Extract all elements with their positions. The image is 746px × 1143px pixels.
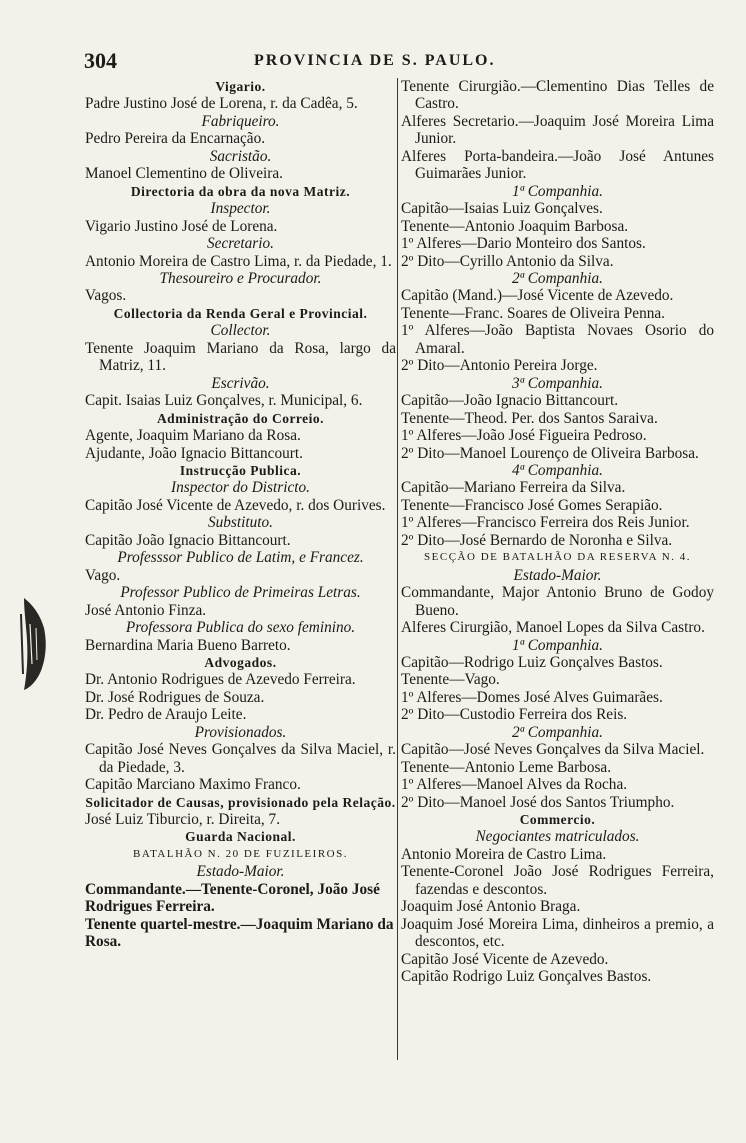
directory-entry-2-dito-jose-bernardo-de-noronha-e-silva: 2º Dito—José Bernardo de Noronha e Silva. bbox=[401, 531, 673, 549]
subheading-secretario: Secretario. bbox=[207, 235, 274, 253]
directory-entry-agente-joaquim-mariano-da-rosa: Agente, Joaquim Mariano da Rosa. bbox=[85, 427, 301, 445]
subheading-2-companhia: 2ª Companhia. bbox=[512, 269, 603, 287]
section-heading-commercio: Commercio. bbox=[519, 812, 596, 828]
directory-entry-1-alferes-manoel-alves-da-rocha: 1º Alferes—Manoel Alves da Rocha. bbox=[401, 776, 628, 794]
page-header bbox=[84, 48, 716, 74]
directory-entry-joaquim-jose-moreira-lima-dinheiros-a-pr: Joaquim José Moreira Lima, dinheiros a premio, a descontos, etc. bbox=[401, 915, 714, 951]
directory-entry-antonio-moreira-de-castro-lima: Antonio Moreira de Castro Lima. bbox=[401, 845, 607, 863]
directory-entry-1-alferes-domes-jose-alves-guimaraes: 1º Alferes—Domes José Alves Guimarães. bbox=[401, 688, 663, 706]
directory-entry-tenente-antonio-leme-barbosa: Tenente—Antonio Leme Barbosa. bbox=[401, 758, 612, 776]
directory-entry-dr-antonio-rodrigues-de-azevedo-ferreira: Dr. Antonio Rodrigues de Azevedo Ferreira. bbox=[85, 671, 356, 689]
directory-entry-capitao-jose-neves-goncalves-da-silva-ma: Capitão—José Neves Gonçalves da Silva Maciel. bbox=[401, 741, 705, 759]
directory-entry-padre-justino-jose-de-lorena-r-da-cadea-: Padre Justino José de Lorena, r. da Cadêa, 5. bbox=[85, 95, 358, 113]
section-heading-administracao-do-correio: Administração do Correio. bbox=[156, 410, 325, 426]
directory-entry-jose-antonio-finza: José Antonio Finza. bbox=[85, 601, 207, 619]
section-heading-instruccao-publica: Instrucção Publica. bbox=[179, 462, 302, 478]
subheading-1-companhia: 1ª Companhia. bbox=[512, 636, 603, 654]
directory-entry-alferes-porta-bandeira-joao-jose-antunes: Alferes Porta-bandeira.—João José Antunes Guimarães Junior. bbox=[401, 147, 714, 183]
directory-entry-tenente-franc-soares-de-oliveira-penna: Tenente—Franc. Soares de Oliveira Penna. bbox=[401, 304, 665, 322]
section-heading-advogados: Advogados. bbox=[204, 654, 277, 670]
subheading-4-companhia: 4ª Companhia. bbox=[512, 461, 603, 479]
directory-entry-2-dito-cyrillo-antonio-da-silva: 2º Dito—Cyrillo Antonio da Silva. bbox=[401, 252, 614, 270]
subheading-inspector: Inspector. bbox=[210, 200, 271, 218]
subheading-professor-publico-de-primeiras-letras: Professor Publico de Primeiras Letras. bbox=[120, 584, 361, 602]
directory-entry-capitao-rodrigo-luiz-goncalves-bastos: Capitão—Rodrigo Luiz Gonçalves Bastos. bbox=[401, 653, 663, 671]
directory-entry-capitao-joao-ignacio-bittancourt: Capitão—João Ignacio Bittancourt. bbox=[401, 392, 619, 410]
directory-entry-capitao-marciano-maximo-franco: Capitão Marciano Maximo Franco. bbox=[85, 776, 301, 794]
section-heading-directoria-da-obra-da-nova-matriz: Directoria da obra da nova Matriz. bbox=[130, 183, 351, 199]
directory-entry-capitao-rodrigo-luiz-goncalves-bastos: Capitão Rodrigo Luiz Gonçalves Bastos. bbox=[401, 968, 652, 986]
directory-entry-ajudante-joao-ignacio-bittancourt: Ajudante, João Ignacio Bittancourt. bbox=[85, 444, 303, 462]
ink-blot bbox=[18, 594, 48, 694]
directory-entry-2-dito-manoel-lourenco-de-oliveira-barbo: 2º Dito—Manoel Lourenço de Oliveira Barbosa. bbox=[401, 444, 699, 462]
subheading-estado-maior: Estado-Maior. bbox=[196, 863, 285, 881]
subheading-negociantes-matriculados: Negociantes matriculados. bbox=[475, 828, 640, 846]
directory-entry-bernardina-maria-bueno-barreto: Bernardina Maria Bueno Barreto. bbox=[85, 636, 291, 654]
directory-entry-vigario-justino-jose-de-lorena: Vigario Justino José de Lorena. bbox=[85, 217, 278, 235]
subheading-estado-maior: Estado-Maior. bbox=[513, 566, 602, 584]
directory-entry-capitao-mariano-ferreira-da-silva: Capitão—Mariano Ferreira da Silva. bbox=[401, 479, 626, 497]
right-column bbox=[401, 78, 714, 986]
section-heading-collectoria-da-renda-geral-e-provincial: Collectoria da Renda Geral e Provincial. bbox=[113, 305, 368, 321]
directory-entry-vago: Vago. bbox=[85, 566, 121, 584]
directory-entry-joaquim-jose-antonio-braga: Joaquim José Antonio Braga. bbox=[401, 898, 581, 916]
directory-entry-tenente-antonio-joaquim-barbosa: Tenente—Antonio Joaquim Barbosa. bbox=[401, 217, 629, 235]
subheading-sacristao: Sacristão. bbox=[209, 147, 272, 165]
directory-entry-pedro-pereira-da-encarnacao: Pedro Pereira da Encarnação. bbox=[85, 130, 266, 148]
page-number: 304 bbox=[84, 48, 117, 73]
subheading-collector: Collector. bbox=[210, 322, 271, 340]
directory-entry-1-alferes-joao-baptista-novaes-osorio-do: 1º Alferes—João Baptista Novaes Osorio do Amaral. bbox=[401, 322, 714, 357]
directory-entry-1-alferes-francisco-ferreira-dos-reis-ju: 1º Alferes—Francisco Ferreira dos Reis Junior. bbox=[401, 514, 690, 532]
directory-entry-capitao-jose-vicente-de-azevedo-r-dos-ou: Capitão José Vicente de Azevedo, r. dos Ourives. bbox=[85, 496, 386, 514]
subheading-fabriqueiro: Fabriqueiro. bbox=[201, 112, 280, 130]
battalion-heading-seccao-de-batalhao-da-reserva-n-4: SECÇÃO DE BATALHÃO DA RESERVA N. 4. bbox=[424, 551, 691, 564]
directory-entry-dr-jose-rodrigues-de-souza: Dr. José Rodrigues de Souza. bbox=[85, 688, 265, 706]
directory-entry-manoel-clementino-de-oliveira: Manoel Clementino de Oliveira. bbox=[85, 165, 283, 183]
directory-entry-dr-pedro-de-araujo-leite: Dr. Pedro de Araujo Leite. bbox=[85, 706, 247, 724]
directory-entry-capitao-jose-vicente-de-azevedo: Capitão José Vicente de Azevedo. bbox=[401, 950, 609, 968]
directory-entry-antonio-moreira-de-castro-lima-r-da-pied: Antonio Moreira de Castro Lima, r. da Piedade, 1. bbox=[85, 252, 392, 270]
directory-entry-1-alferes-joao-jose-figueira-pedroso: 1º Alferes—João José Figueira Pedroso. bbox=[401, 427, 647, 445]
directory-entry-tenente-cirurgiao-clementino-dias-telles: Tenente Cirurgião.—Clementino Dias Telles de Castro. bbox=[401, 78, 714, 113]
subheading-professsor-publico-de-latim-e-francez: Professsor Publico de Latim, e Francez. bbox=[117, 549, 364, 567]
subheading-professora-publica-do-sexo-feminino: Professora Publica do sexo feminino. bbox=[125, 619, 356, 637]
section-heading-solicitador-de-causas-provisionado-pela-: Solicitador de Causas, provisionado pela Relação. bbox=[85, 794, 396, 810]
directory-entry-tenente-coronel-joao-jose-rodrigues-ferr: Tenente-Coronel João José Rodrigues Ferreira, fazendas e descontos. bbox=[401, 863, 714, 898]
directory-entry-1-alferes-dario-monteiro-dos-santos: 1º Alferes—Dario Monteiro dos Santos. bbox=[401, 235, 646, 253]
subheading-provisionados: Provisionados. bbox=[194, 723, 287, 741]
subheading-inspector-do-districto: Inspector do Districto. bbox=[171, 479, 310, 497]
directory-entry-tenente-francisco-jose-gomes-serapiao: Tenente—Francisco José Gomes Serapião. bbox=[401, 496, 663, 514]
left-column bbox=[85, 78, 396, 951]
page-title: PROVINCIA DE S. PAULO. bbox=[254, 52, 496, 69]
directory-entry-tenente-theod-per-dos-santos-saraiva: Tenente—Theod. Per. dos Santos Saraiva. bbox=[401, 409, 658, 427]
subheading-2-companhia: 2ª Companhia. bbox=[512, 723, 603, 741]
section-heading-guarda-nacional: Guarda Nacional. bbox=[185, 829, 296, 845]
directory-entry-alferes-cirurgiao-manoel-lopes-da-silva-: Alferes Cirurgião, Manoel Lopes da Silva Castro. bbox=[401, 619, 705, 637]
subheading-escrivao: Escrivão. bbox=[211, 374, 270, 392]
directory-entry-tenente-quartel-mestre-joaquim-mariano-d: Tenente quartel-mestre.—Joaquim Mariano da Rosa. bbox=[85, 915, 394, 951]
directory-entry-2-dito-manoel-jose-dos-santos-triumpho: 2º Dito—Manoel José dos Santos Triumpho. bbox=[401, 793, 675, 811]
directory-entry-alferes-secretario-joaquim-jose-moreira-: Alferes Secretario.—Joaquim José Moreira Lima Junior. bbox=[401, 112, 714, 148]
directory-entry-tenente-joaquim-mariano-da-rosa-largo-da: Tenente Joaquim Mariano da Rosa, largo da Matriz, 11. bbox=[85, 339, 396, 375]
column-divider bbox=[397, 78, 398, 1060]
directory-entry-vagos: Vagos. bbox=[85, 287, 127, 305]
directory-entry-capitao-jose-neves-goncalves-da-silva-ma: Capitão José Neves Gonçalves da Silva Maciel, r. da Piedade, 3. bbox=[85, 741, 396, 776]
directory-entry-capitao-isaias-luiz-goncalves: Capitão—Isaias Luiz Gonçalves. bbox=[401, 200, 603, 218]
directory-entry-capitao-mand-jose-vicente-de-azevedo: Capitão (Mand.)—José Vicente de Azevedo. bbox=[401, 287, 674, 305]
directory-entry-capit-isaias-luiz-goncalves-r-municipal-: Capit. Isaias Luiz Gonçalves, r. Municipal, 6. bbox=[85, 392, 363, 410]
subheading-thesoureiro-e-procurador: Thesoureiro e Procurador. bbox=[159, 269, 322, 287]
subheading-3-companhia: 3ª Companhia. bbox=[512, 374, 603, 392]
directory-entry-capitao-joao-ignacio-bittancourt: Capitão João Ignacio Bittancourt. bbox=[85, 531, 291, 549]
battalion-heading-batalhao-n-20-de-fuzileiros: BATALHÃO N. 20 DE FUZILEIROS. bbox=[133, 847, 348, 860]
section-heading-vigario: Vigario. bbox=[215, 79, 266, 94]
subheading-1-companhia: 1ª Companhia. bbox=[512, 182, 603, 200]
directory-entry-2-dito-custodio-ferreira-dos-reis: 2º Dito—Custodio Ferreira dos Reis. bbox=[401, 706, 628, 724]
directory-entry-commandante-tenente-coronel-joao-jose-ro: Commandante.—Tenente-Coronel, João José Rodrigues Ferreira. bbox=[85, 880, 380, 916]
directory-entry-2-dito-antonio-pereira-jorge: 2º Dito—Antonio Pereira Jorge. bbox=[401, 357, 598, 375]
directory-entry-jose-luiz-tiburcio-r-direita-7: José Luiz Tiburcio, r. Direita, 7. bbox=[85, 811, 281, 829]
directory-entry-tenente-vago: Tenente—Vago. bbox=[401, 671, 500, 689]
subheading-substituto: Substituto. bbox=[207, 514, 274, 532]
directory-entry-commandante-major-antonio-bruno-de-godoy: Commandante, Major Antonio Bruno de Godoy Bueno. bbox=[401, 584, 714, 619]
